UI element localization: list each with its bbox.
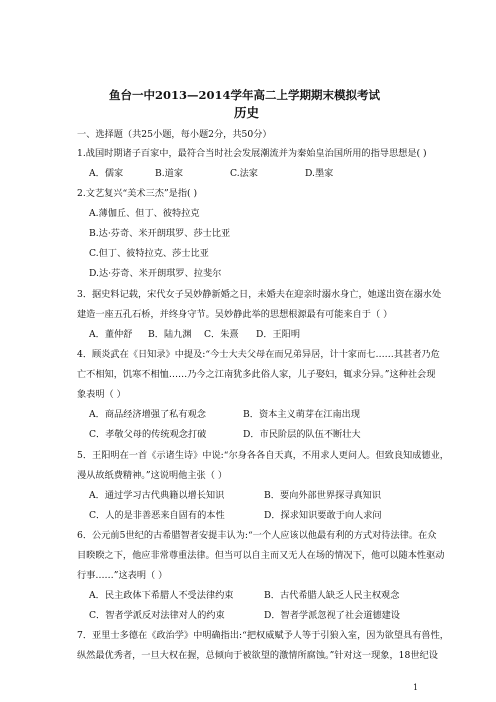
question-6-option-c: C．智者学派反对法律对人的约束 bbox=[89, 610, 225, 621]
exam-title: 鱼台一中2013—2014学年高二上学期期末模拟考试 bbox=[109, 88, 381, 102]
question-6-option-a: A．民主政体下希腊人不受法律约束 bbox=[89, 590, 234, 601]
question-1-stem: 1.战国时期诸子百家中，最符合当时社会发展潮流并为秦始皇治国所用的指导思想是( ) bbox=[77, 148, 427, 159]
question-2-option-a: A.薄伽丘、但丁、彼特拉克 bbox=[89, 208, 200, 219]
section-heading: 一、选择题（共25小题，每小题2分，共50分） bbox=[77, 129, 272, 140]
page-number: 1 bbox=[413, 683, 419, 692]
question-6-option-b: B．古代希腊人缺乏人民主权观念 bbox=[264, 590, 400, 601]
question-5-option-b: B．要向外部世界探寻真知识 bbox=[264, 490, 382, 501]
question-6-line-2: 目睽睽之下，他应非常尊重法律。但当可以自主而又无人在场的情况下，他可以随本性驱动 bbox=[77, 550, 445, 561]
question-1-option-a: A．儒家 bbox=[89, 168, 124, 179]
question-3-option-d: D．王阳明 bbox=[256, 329, 301, 340]
question-4-option-b: B．资本主义萌芽在江南出现 bbox=[243, 409, 361, 420]
question-1-option-c: C.法家 bbox=[230, 168, 258, 179]
question-5-option-d: D．探求知识要敢于向人求问 bbox=[264, 510, 382, 521]
question-4-option-a: A．商品经济增强了私有观念 bbox=[89, 409, 206, 420]
question-1-option-d: D.墨家 bbox=[305, 168, 334, 179]
question-3-line-2: 建造一座五孔石桥，并终身守节。吴妙静此举的思想根源最有可能来自于（ ） bbox=[77, 309, 393, 320]
question-5-option-a: A．通过学习古代典籍以增长知识 bbox=[89, 490, 225, 501]
question-4-option-d: D．市民阶层的队伍不断壮大 bbox=[243, 429, 361, 440]
question-2-option-d: D.达·芬奇、米开朗琪罗、拉斐尔 bbox=[89, 268, 222, 279]
question-5-line-2: 漫从故纸费精神。”这说明他主张（ ） bbox=[77, 470, 228, 481]
question-2-option-c: C.但丁、彼特拉克、莎士比亚 bbox=[89, 248, 209, 259]
question-6-line-3: 行事……”这表明（ ） bbox=[77, 570, 168, 581]
question-2-option-b: B.达·芬奇、米开朗琪罗、莎士比亚 bbox=[89, 228, 231, 239]
question-3-option-a: A．董仲舒 bbox=[89, 329, 133, 340]
subject-title: 历史 bbox=[234, 105, 260, 120]
question-5-option-c: C．人的是非善恶来自固有的本性 bbox=[89, 510, 225, 521]
question-2-stem: 2.文艺复兴“美术三杰”是指( ) bbox=[77, 188, 198, 199]
question-6-line-1: 6．公元前5世纪的古希腊智者安提丰认为:“一个人应该以他最有利的方式对待法律。在众 bbox=[77, 530, 437, 541]
question-3-option-b: B．陆九渊 bbox=[148, 329, 192, 340]
question-4-option-c: C．孝敬父母的传统观念打破 bbox=[89, 429, 207, 440]
question-1-option-b: B.道家 bbox=[155, 168, 184, 179]
question-7-line-2: 纵然最优秀者，一旦大权在握，总倾向于被欲望的激情所腐蚀。”针对这一现象，18世纪设 bbox=[77, 650, 438, 661]
question-4-line-3: 象表明（ ） bbox=[77, 389, 126, 400]
question-4-line-2: 亡不相知，饥寒不相恤……乃今之江南犹多此俗人家，儿子娶妇，辄求分异。”这种社会现 bbox=[77, 369, 436, 380]
question-3-option-c: C．朱熹 bbox=[204, 329, 239, 340]
question-5-line-1: 5．王阳明在一首《示诸生诗》中说:“尔身各各自天真，不用求人更问人。但致良知成德业， bbox=[77, 450, 449, 461]
question-4-line-1: 4．顾炎武在《日知录》中提及:“今士大夫父母在而兄弟异居，计十家而七……其甚者乃危 bbox=[77, 349, 440, 360]
question-7-line-1: 7．亚里士多德在《政治学》中明确指出:“把权威赋予人等于引狼入室，因为欲望具有兽性， bbox=[77, 630, 449, 641]
question-6-option-d: D．智者学派忽视了社会道德建设 bbox=[264, 610, 400, 621]
question-3-line-1: 3．据史料记载，宋代女子吴妙静新婚之日，未婚夫在迎亲时溺水身亡，她遂出资在溺水处 bbox=[77, 289, 442, 300]
